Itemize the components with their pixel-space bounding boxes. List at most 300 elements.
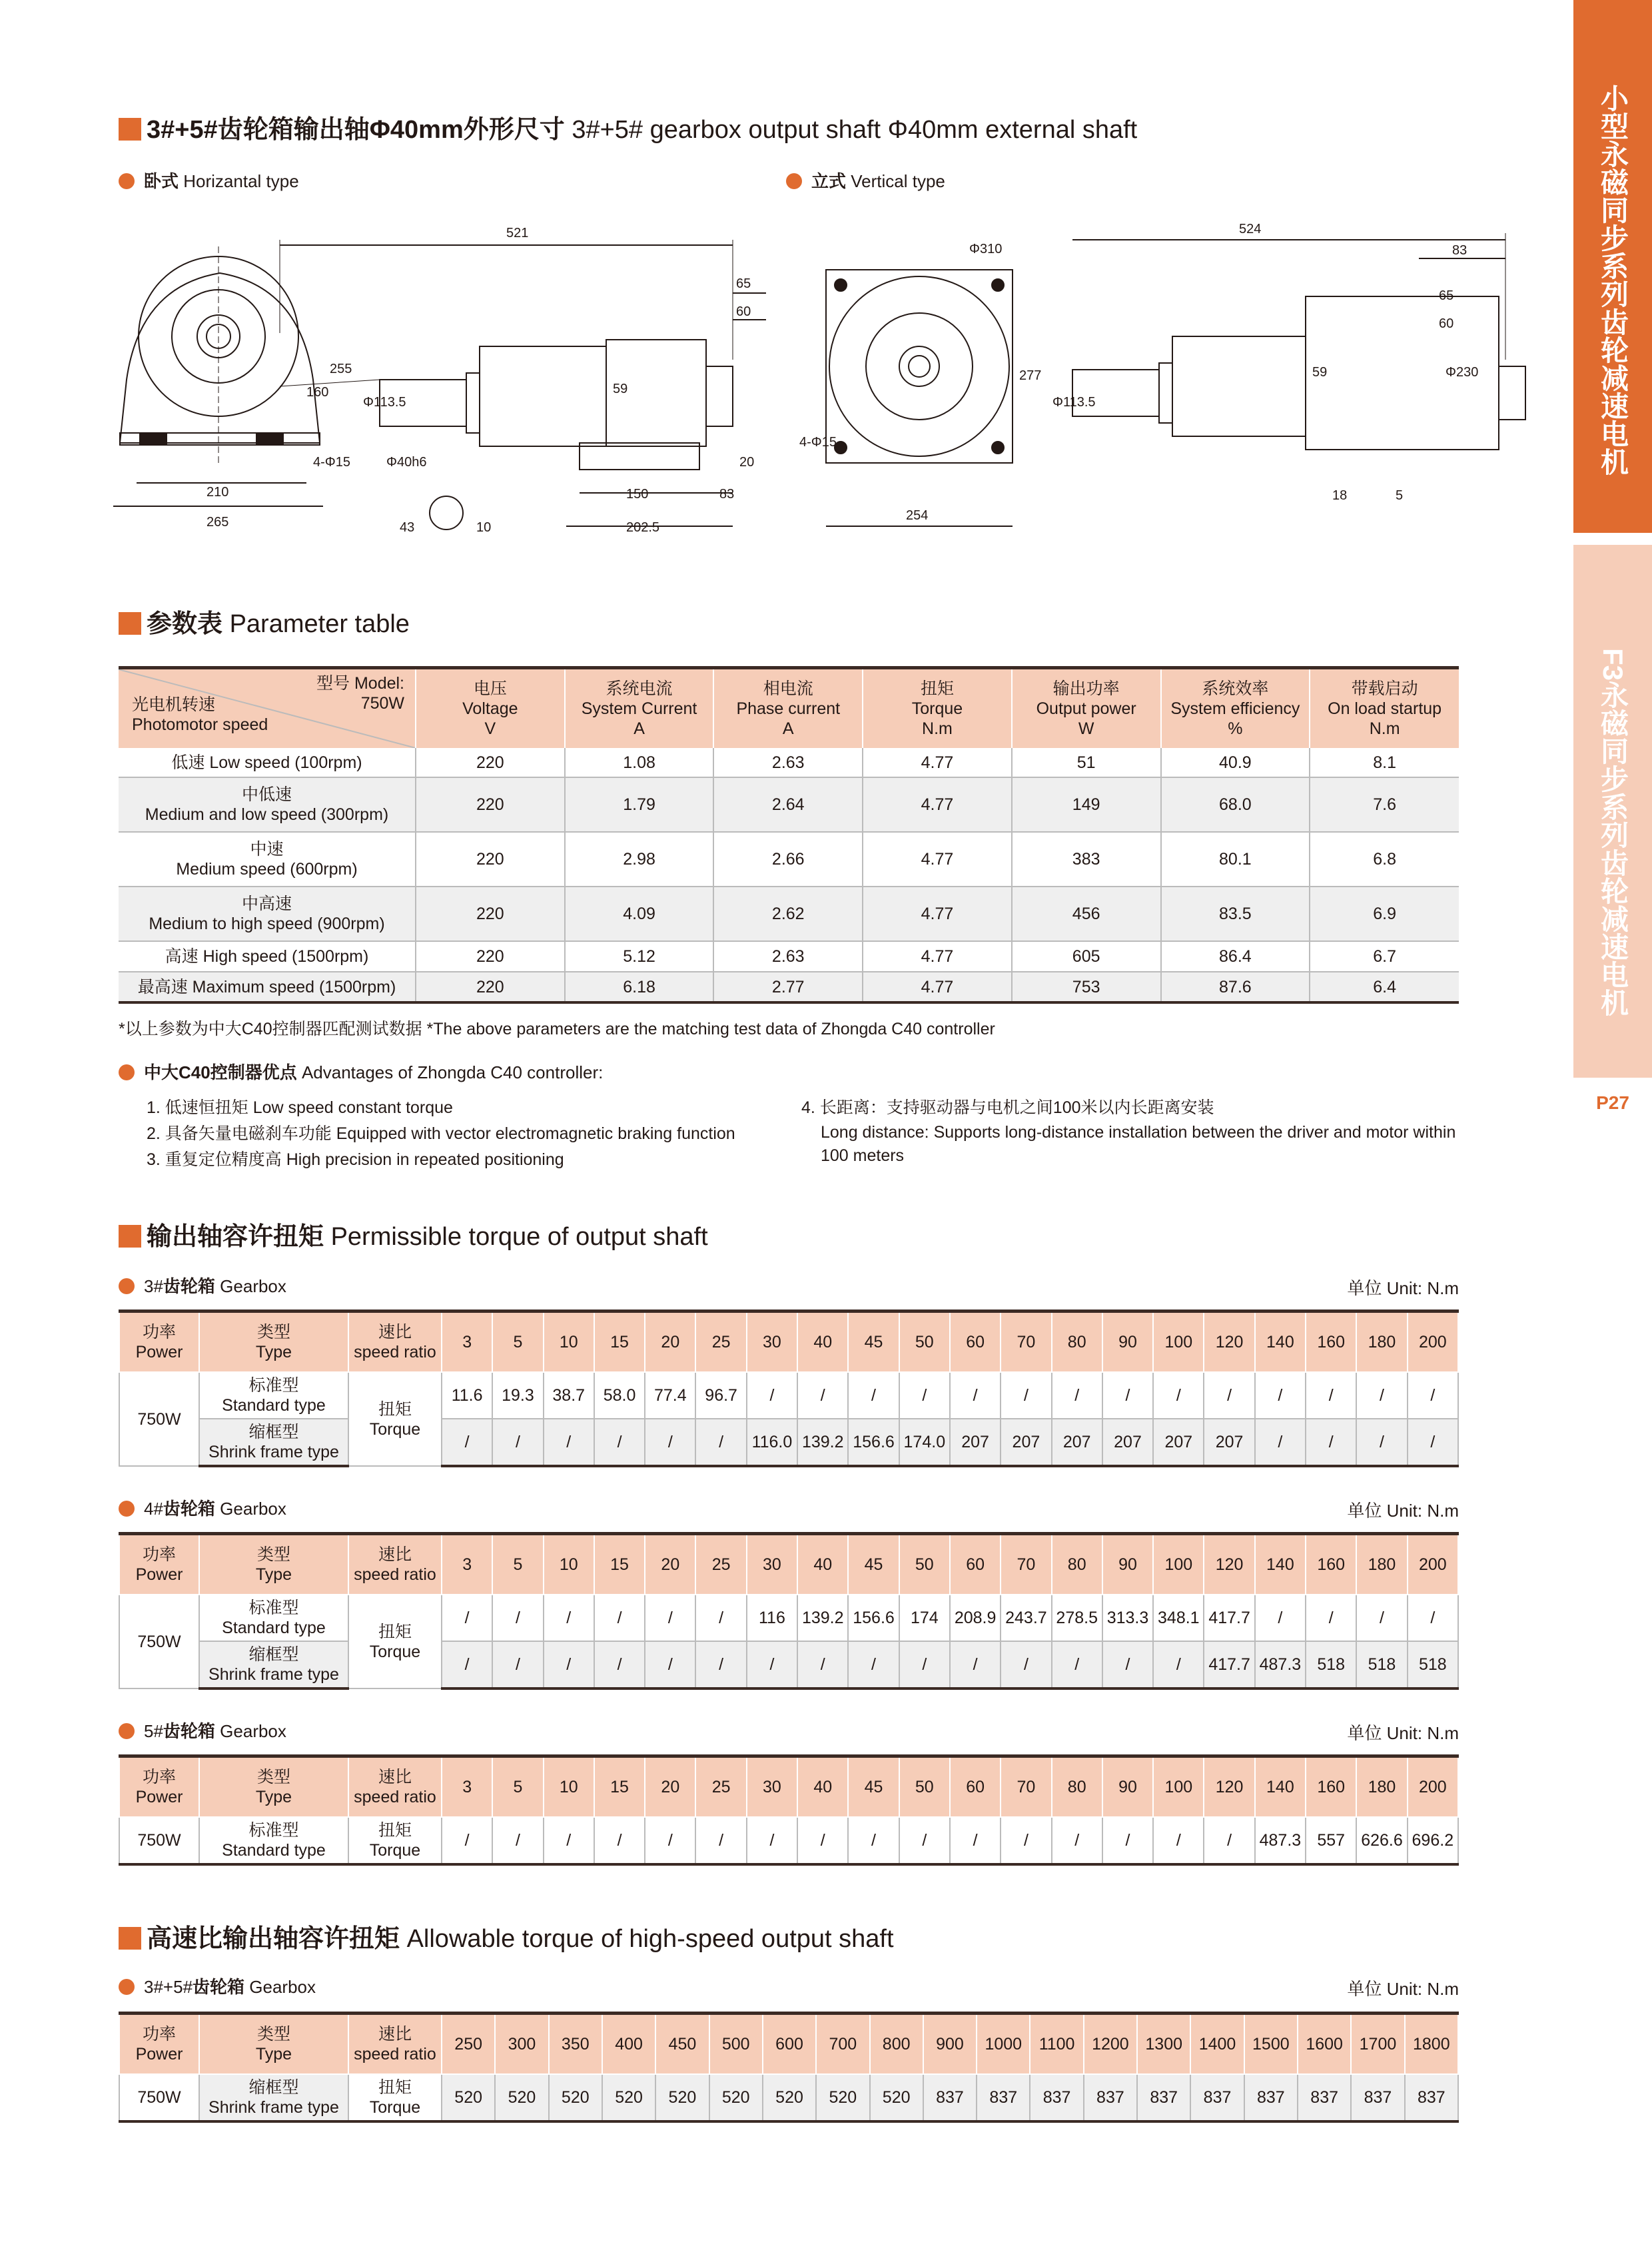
ratio-header: 30: [747, 1311, 797, 1373]
torque-value: 156.6: [848, 1419, 899, 1466]
gearbox-5-label: 5#齿轮箱 Gearbox: [119, 1720, 286, 1742]
ratio-header: 120: [1204, 1534, 1254, 1595]
ratio-header: 15: [594, 1534, 645, 1595]
header-speed-ratio: 速比 speed ratio: [348, 1311, 442, 1373]
parameter-footnote: *以上参数为中大C40控制器匹配测试数据 *The above parameters are the matching test data of Zhongda C40 controller: [119, 1020, 995, 1038]
table-row: [119, 1419, 1458, 1466]
dim-113: Φ113.5: [363, 395, 406, 410]
torque-value: /: [1306, 1372, 1356, 1419]
torque-value: 520: [549, 2074, 602, 2121]
dimension-section-title: 3#+5#齿轮箱输出轴Φ40mm外形尺寸 3#+5# gearbox output shaft Φ40mm external shaft: [119, 113, 1137, 147]
table-row: [119, 1817, 1458, 1864]
table-header-row: [119, 1756, 1458, 1818]
vertical-front-view: [826, 270, 1013, 526]
torque-value: 417.7: [1204, 1641, 1254, 1688]
ratio-header: 200: [1408, 1534, 1458, 1595]
dim-59-v: 59: [1312, 365, 1328, 380]
ratio-header: 140: [1255, 1534, 1306, 1595]
table-header-row: [119, 2014, 1458, 2075]
ratio-header: 3: [442, 1534, 492, 1595]
type-cell: 缩框型 Shrink frame type: [199, 2074, 348, 2121]
torque-value: /: [594, 1641, 645, 1688]
ratio-header: 140: [1255, 1756, 1306, 1818]
ratio-header: 45: [848, 1311, 899, 1373]
torque-value: /: [747, 1372, 797, 1419]
ratio-header: 800: [870, 2014, 923, 2075]
torque-value: 837: [1084, 2074, 1137, 2121]
torque-value: /: [950, 1817, 1001, 1864]
dim-60-v: 60: [1439, 316, 1454, 331]
ratio-header: 1000: [977, 2014, 1030, 2075]
gearbox-3-label: 3#齿轮箱 Gearbox: [119, 1275, 286, 1298]
dim-524: 524: [1239, 222, 1262, 236]
ratio-header: 1600: [1298, 2014, 1351, 2075]
dim-59: 59: [613, 382, 628, 396]
torque-value: /: [695, 1595, 746, 1641]
torque-value: /: [899, 1372, 950, 1419]
torque-value: /: [1408, 1419, 1458, 1466]
ratio-header: 200: [1408, 1311, 1458, 1373]
torque-value: /: [492, 1641, 543, 1688]
torque-value: 837: [1351, 2074, 1404, 2121]
torque-value: 348.1: [1153, 1595, 1204, 1641]
torque-label-cell: 扭矩 Torque: [348, 1595, 442, 1688]
vertical-type-label: 立式 Vertical type: [786, 170, 945, 192]
torque-value: 207: [1001, 1419, 1051, 1466]
dim-230: Φ230: [1446, 365, 1479, 380]
unit-label: 单位 Unit: N.m: [1347, 1723, 1459, 1743]
ratio-header: 160: [1306, 1311, 1356, 1373]
torque-value: /: [594, 1595, 645, 1641]
torque-value: 207: [950, 1419, 1001, 1466]
ratio-header: 180: [1356, 1756, 1407, 1818]
torque-value: 243.7: [1001, 1595, 1051, 1641]
header-speed-ratio: 速比 speed ratio: [348, 1756, 442, 1818]
header-speed-ratio: 速比 speed ratio: [348, 2014, 442, 2075]
header-type: 类型 Type: [199, 2014, 348, 2075]
ratio-header: 50: [899, 1756, 950, 1818]
dim-10: 10: [476, 520, 492, 535]
header-type: 类型 Type: [199, 1756, 348, 1818]
horizontal-type-label: 卧式 Horizantal type: [119, 170, 299, 192]
torque-value: /: [1153, 1641, 1204, 1688]
torque-value: /: [442, 1641, 492, 1688]
section-marker: [119, 1927, 141, 1950]
advantage-4-en: Long distance: Supports long-distance installation between the driver and motor within: [821, 1123, 1456, 1142]
table-row: [119, 1641, 1458, 1688]
torque-value: 520: [495, 2074, 548, 2121]
header-output-power: 输出功率 Output power W: [1012, 668, 1161, 749]
torque-value: 626.6: [1356, 1817, 1407, 1864]
table-row: 中速 Medium speed (600rpm) 220 2.98 2.66 4.77 383 80.1 6.8: [119, 832, 1459, 887]
ratio-header: 70: [1001, 1756, 1051, 1818]
torque-value: /: [1356, 1419, 1407, 1466]
advantage-1: 1. 低速恒扭矩 Low speed constant torque: [147, 1098, 453, 1117]
ratio-header: 200: [1408, 1756, 1458, 1818]
torque-value: 11.6: [442, 1372, 492, 1419]
torque-value: /: [695, 1817, 746, 1864]
torque-value: 38.7: [544, 1372, 594, 1419]
torque-value: /: [544, 1419, 594, 1466]
power-cell: 750W: [119, 2074, 199, 2121]
dim-43: 43: [400, 520, 415, 535]
torque-value: /: [1001, 1372, 1051, 1419]
ratio-header: 1100: [1030, 2014, 1083, 2075]
page-number: P27: [1596, 1092, 1629, 1113]
torque-value: /: [950, 1641, 1001, 1688]
ratio-header: 50: [899, 1311, 950, 1373]
power-cell: 750W: [119, 1372, 199, 1466]
torque-value: /: [747, 1817, 797, 1864]
torque-value: 116: [747, 1595, 797, 1641]
type-cell: 标准型 Standard type: [199, 1372, 348, 1419]
dim-4phi15-v: 4-Φ15: [799, 435, 837, 450]
torque-value: 58.0: [594, 1372, 645, 1419]
torque-value: 207: [1102, 1419, 1153, 1466]
header-speed-ratio: 速比 speed ratio: [348, 1534, 442, 1595]
torque-value: 837: [1190, 2074, 1244, 2121]
dim-255: 255: [330, 362, 352, 376]
dim-521: 521: [506, 226, 529, 240]
torque-value: /: [1356, 1595, 1407, 1641]
dim-113-v: Φ113.5: [1052, 395, 1096, 410]
ratio-header: 5: [492, 1534, 543, 1595]
torque-value: /: [747, 1641, 797, 1688]
header-power: 功率 Power: [119, 1756, 199, 1818]
gearbox-3-table: [119, 1309, 1459, 1467]
type-cell: 缩框型 Shrink frame type: [199, 1641, 348, 1688]
torque-value: /: [899, 1641, 950, 1688]
ratio-header: 300: [495, 2014, 548, 2075]
ratio-header: 30: [747, 1534, 797, 1595]
torque-value: 520: [816, 2074, 869, 2121]
ratio-header: 160: [1306, 1756, 1356, 1818]
section-marker: [119, 1225, 141, 1248]
ratio-header: 70: [1001, 1534, 1051, 1595]
torque-value: 174.0: [899, 1419, 950, 1466]
torque-value: 518: [1306, 1641, 1356, 1688]
dim-160: 160: [306, 385, 329, 400]
torque-value: /: [695, 1641, 746, 1688]
header-system-efficiency: 系统效率 System efficiency %: [1161, 668, 1310, 749]
ratio-header: 400: [602, 2014, 655, 2075]
torque-value: 139.2: [797, 1595, 848, 1641]
header-system-current: 系统电流 System Current A: [565, 668, 714, 749]
table-header-row: [119, 1534, 1458, 1595]
torque-value: /: [1153, 1372, 1204, 1419]
corner-cell: 型号 Model: 750W 光电机转速 Photomotor speed: [119, 668, 416, 749]
torque-value: /: [797, 1817, 848, 1864]
torque-value: /: [544, 1817, 594, 1864]
ratio-header: 3: [442, 1311, 492, 1373]
ratio-header: 15: [594, 1756, 645, 1818]
torque-value: 139.2: [797, 1419, 848, 1466]
torque-value: 116.0: [747, 1419, 797, 1466]
table-row: 中低速 Medium and low speed (300rpm) 220 1.79 2.64 4.77 149 68.0 7.6: [119, 777, 1459, 832]
torque-value: 520: [655, 2074, 709, 2121]
torque-value: /: [492, 1595, 543, 1641]
ratio-header: 1500: [1244, 2014, 1298, 2075]
torque-value: /: [1255, 1372, 1306, 1419]
torque-value: /: [848, 1372, 899, 1419]
torque-label-cell: 扭矩 Torque: [348, 1817, 442, 1864]
table-row: 低速 Low speed (100rpm) 220 1.08 2.63 4.77 51 40.9 8.1: [119, 748, 1459, 777]
ratio-header: 15: [594, 1311, 645, 1373]
ratio-header: 120: [1204, 1756, 1254, 1818]
header-type: 类型 Type: [199, 1311, 348, 1373]
torque-value: 837: [1030, 2074, 1083, 2121]
parameter-section-title: 参数表 Parameter table: [119, 607, 410, 641]
torque-value: /: [594, 1419, 645, 1466]
dim-40h6: Φ40h6: [386, 455, 427, 470]
dim-83: 83: [719, 487, 735, 502]
torque-value: /: [1306, 1419, 1356, 1466]
torque-value: 207: [1052, 1419, 1102, 1466]
torque-value: /: [1204, 1372, 1254, 1419]
dim-277: 277: [1019, 368, 1042, 383]
torque-section-title: 输出轴容许扭矩 Permissible torque of output shaft: [119, 1220, 708, 1254]
dim-210: 210: [206, 485, 229, 500]
type-cell: 标准型 Standard type: [199, 1817, 348, 1864]
torque-value: /: [1001, 1641, 1051, 1688]
torque-value: /: [848, 1641, 899, 1688]
ratio-header: 80: [1052, 1534, 1102, 1595]
ratio-header: 600: [763, 2014, 816, 2075]
torque-value: /: [1001, 1817, 1051, 1864]
torque-value: /: [1408, 1595, 1458, 1641]
advantage-4-en-cont: 100 meters: [821, 1146, 905, 1165]
high-speed-section-title: 高速比输出轴容许扭矩 Allowable torque of high-speed output shaft: [119, 1922, 894, 1956]
high-speed-table: [119, 2012, 1459, 2123]
header-torque: 扭矩 Torque N.m: [863, 668, 1012, 749]
ratio-header: 90: [1102, 1311, 1153, 1373]
torque-value: 837: [977, 2074, 1030, 2121]
header-type: 类型 Type: [199, 1534, 348, 1595]
torque-value: /: [1255, 1595, 1306, 1641]
ratio-header: 120: [1204, 1311, 1254, 1373]
torque-value: /: [1102, 1372, 1153, 1419]
ratio-header: 100: [1153, 1756, 1204, 1818]
torque-value: /: [442, 1419, 492, 1466]
parameter-header-row: [119, 668, 1459, 749]
torque-value: 174: [899, 1595, 950, 1641]
table-row: 最高速 Maximum speed (1500rpm) 220 6.18 2.77 4.77 753 87.6 6.4: [119, 972, 1459, 1002]
horizontal-drawing: [100, 213, 766, 546]
gearbox-4-label: 4#齿轮箱 Gearbox: [119, 1497, 286, 1520]
torque-value: /: [1153, 1817, 1204, 1864]
ratio-header: 450: [655, 2014, 709, 2075]
table-header-row: [119, 1311, 1458, 1373]
gearbox-4-table: [119, 1532, 1459, 1690]
torque-value: /: [492, 1817, 543, 1864]
side-title-top: 小型永磁同步系列齿轮减速电机: [1597, 84, 1629, 476]
bullet-icon: [119, 1501, 135, 1517]
bullet-icon: [119, 1064, 135, 1080]
ratio-header: 60: [950, 1756, 1001, 1818]
torque-value: /: [695, 1419, 746, 1466]
torque-value: 837: [1405, 2074, 1458, 2121]
ratio-header: 1800: [1405, 2014, 1458, 2075]
ratio-header: 45: [848, 1534, 899, 1595]
ratio-header: 1400: [1190, 2014, 1244, 2075]
ratio-header: 20: [645, 1534, 695, 1595]
unit-label: 单位 Unit: N.m: [1347, 1501, 1459, 1521]
ratio-header: 5: [492, 1756, 543, 1818]
advantage-2: 2. 具备矢量电磁刹车功能 Equipped with vector electromagnetic braking function: [147, 1124, 735, 1143]
torque-value: 837: [1244, 2074, 1298, 2121]
ratio-header: 140: [1255, 1311, 1306, 1373]
ratio-header: 70: [1001, 1311, 1051, 1373]
dim-65-v: 65: [1439, 288, 1454, 303]
torque-value: 837: [1298, 2074, 1351, 2121]
advantage-3: 3. 重复定位精度高 High precision in repeated positioning: [147, 1150, 564, 1169]
ratio-header: 25: [695, 1311, 746, 1373]
unit-label: 单位 Unit: N.m: [1347, 1278, 1459, 1298]
ratio-header: 60: [950, 1534, 1001, 1595]
unit-label: 单位 Unit: N.m: [1347, 1979, 1459, 1999]
dim-83-v: 83: [1452, 243, 1467, 258]
ratio-header: 10: [544, 1534, 594, 1595]
dim-60: 60: [736, 304, 751, 319]
ratio-header: 40: [797, 1311, 848, 1373]
power-cell: 750W: [119, 1817, 199, 1864]
horizontal-side-view: [280, 240, 766, 530]
bullet-icon: [119, 1723, 135, 1739]
torque-value: /: [1102, 1817, 1153, 1864]
torque-value: 96.7: [695, 1372, 746, 1419]
torque-value: /: [544, 1595, 594, 1641]
horizontal-front-view: [113, 246, 323, 506]
torque-value: 557: [1306, 1817, 1356, 1864]
table-row: [119, 2074, 1458, 2121]
torque-value: /: [1052, 1817, 1102, 1864]
torque-value: /: [1356, 1372, 1407, 1419]
torque-value: /: [950, 1372, 1001, 1419]
dim-18: 18: [1332, 488, 1348, 503]
bullet-icon: [119, 173, 135, 189]
table-row: 中高速 Medium to high speed (900rpm) 220 4.09 2.62 4.77 456 83.5 6.9: [119, 887, 1459, 941]
header-on-load-startup: 带载启动 On load startup N.m: [1310, 668, 1459, 749]
gearbox-5-table: [119, 1754, 1459, 1866]
torque-value: 520: [709, 2074, 763, 2121]
dim-310: Φ310: [969, 242, 1003, 256]
torque-value: /: [797, 1372, 848, 1419]
dim-202: 202.5: [626, 520, 660, 535]
torque-value: 417.7: [1204, 1595, 1254, 1641]
torque-value: /: [1052, 1372, 1102, 1419]
ratio-header: 180: [1356, 1311, 1407, 1373]
ratio-header: 10: [544, 1311, 594, 1373]
ratio-header: 100: [1153, 1311, 1204, 1373]
torque-value: 208.9: [950, 1595, 1001, 1641]
ratio-header: 900: [923, 2014, 977, 2075]
power-cell: 750W: [119, 1595, 199, 1688]
torque-value: 520: [442, 2074, 495, 2121]
ratio-header: 90: [1102, 1534, 1153, 1595]
ratio-header: 100: [1153, 1534, 1204, 1595]
ratio-header: 350: [549, 2014, 602, 2075]
torque-value: 837: [1137, 2074, 1190, 2121]
ratio-header: 700: [816, 2014, 869, 2075]
section-marker: [119, 612, 141, 635]
torque-value: 207: [1153, 1419, 1204, 1466]
torque-value: 520: [602, 2074, 655, 2121]
torque-value: /: [645, 1817, 695, 1864]
torque-value: /: [1052, 1641, 1102, 1688]
torque-value: /: [492, 1419, 543, 1466]
ratio-header: 20: [645, 1756, 695, 1818]
advantage-4: 4. 长距离：支持驱动器与电机之间100米以内长距离安装: [801, 1098, 1214, 1117]
torque-value: /: [594, 1817, 645, 1864]
torque-value: /: [1255, 1419, 1306, 1466]
controller-advantages-title: 中大C40控制器优点 Advantages of Zhongda C40 controller:: [119, 1061, 603, 1084]
high-speed-gearbox-label: 3#+5#齿轮箱 Gearbox: [119, 1976, 316, 1998]
torque-value: /: [442, 1817, 492, 1864]
torque-value: 156.6: [848, 1595, 899, 1641]
torque-value: 696.2: [1408, 1817, 1458, 1864]
header-voltage: 电压 Voltage V: [416, 668, 565, 749]
torque-value: 19.3: [492, 1372, 543, 1419]
ratio-header: 90: [1102, 1756, 1153, 1818]
header-power: 功率 Power: [119, 1534, 199, 1595]
dim-5: 5: [1396, 488, 1404, 503]
torque-value: /: [442, 1595, 492, 1641]
torque-value: /: [1408, 1372, 1458, 1419]
torque-value: 278.5: [1052, 1595, 1102, 1641]
ratio-header: 50: [899, 1534, 950, 1595]
ratio-header: 1700: [1351, 2014, 1404, 2075]
torque-label-cell: 扭矩 Torque: [348, 2074, 442, 2121]
ratio-header: 5: [492, 1311, 543, 1373]
table-row: 高速 High speed (1500rpm) 220 5.12 2.63 4.77 605 86.4 6.7: [119, 941, 1459, 972]
torque-value: 518: [1356, 1641, 1407, 1688]
ratio-header: 3: [442, 1756, 492, 1818]
torque-value: /: [797, 1641, 848, 1688]
header-power: 功率 Power: [119, 1311, 199, 1373]
torque-value: /: [645, 1641, 695, 1688]
ratio-header: 80: [1052, 1756, 1102, 1818]
header-power: 功率 Power: [119, 2014, 199, 2075]
torque-value: 837: [923, 2074, 977, 2121]
ratio-header: 25: [695, 1756, 746, 1818]
ratio-header: 10: [544, 1756, 594, 1818]
table-row: [119, 1372, 1458, 1419]
torque-value: 520: [870, 2074, 923, 2121]
bullet-icon: [119, 1979, 135, 1995]
header-phase-current: 相电流 Phase current A: [713, 668, 863, 749]
ratio-header: 80: [1052, 1311, 1102, 1373]
side-title-bottom: F3永磁同步系列齿轮减速电机: [1597, 648, 1629, 1017]
ratio-header: 20: [645, 1311, 695, 1373]
ratio-header: 25: [695, 1534, 746, 1595]
torque-value: /: [544, 1641, 594, 1688]
torque-value: 520: [763, 2074, 816, 2121]
torque-value: 487.3: [1255, 1817, 1306, 1864]
type-cell: 标准型 Standard type: [199, 1595, 348, 1641]
table-row: [119, 1595, 1458, 1641]
ratio-header: 500: [709, 2014, 763, 2075]
type-cell: 缩框型 Shrink frame type: [199, 1419, 348, 1466]
torque-value: /: [848, 1817, 899, 1864]
ratio-header: 40: [797, 1534, 848, 1595]
ratio-header: 160: [1306, 1534, 1356, 1595]
dim-65: 65: [736, 276, 751, 291]
torque-value: /: [1306, 1595, 1356, 1641]
torque-value: 207: [1204, 1419, 1254, 1466]
parameter-table: [119, 666, 1459, 1004]
ratio-header: 1300: [1137, 2014, 1190, 2075]
torque-value: /: [645, 1419, 695, 1466]
